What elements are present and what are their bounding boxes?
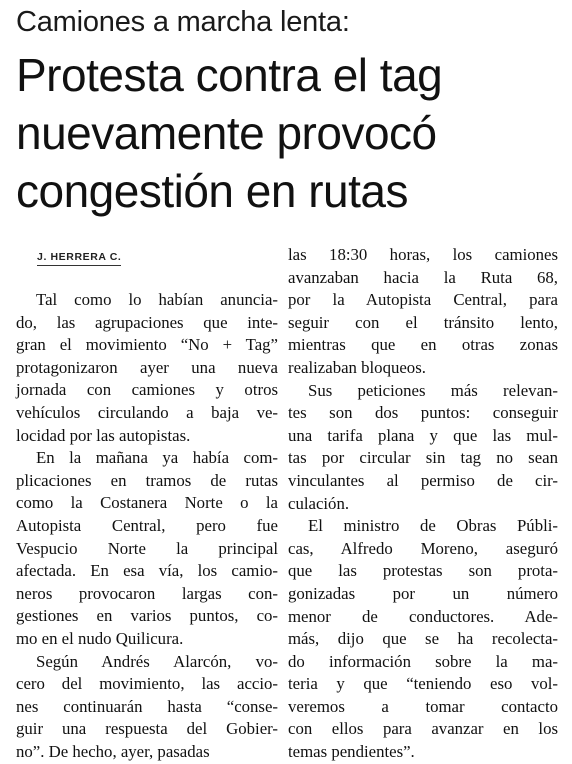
paragraph-line: guir una respuesta del Gobier- (16, 719, 278, 739)
paragraph-line: Autopista Central, pero fue (16, 515, 278, 535)
paragraph-line: no”. De hecho, ayer, pasadas (16, 741, 210, 761)
paragraph-line: plicaciones en tramos de rutas (16, 470, 278, 490)
paragraph-line: las 18:30 horas, los camiones (288, 245, 558, 264)
paragraph-line: seguir con el tránsito lento, (288, 312, 558, 332)
paragraph-line: Según Andrés Alarcón, vo- (36, 651, 278, 671)
paragraph-line: gran el movimiento “No + Tag” (16, 335, 278, 355)
paragraph-line: cero del movimiento, las accio- (16, 674, 278, 694)
paragraph-line: con ellos para avanzar en los (288, 719, 558, 739)
article-headline (16, 46, 572, 220)
paragraph-line: cas, Alfredo Moreno, aseguró (288, 538, 558, 558)
article-paragraph (16, 289, 278, 447)
paragraph-line: vinculantes al permiso de cir- (288, 470, 558, 490)
paragraph-line: locidad por las autopistas. (16, 425, 191, 445)
article-column-right (288, 244, 558, 764)
paragraph-line: Vespucio Norte la principal (16, 538, 278, 558)
paragraph-line: jornada con camiones y otros (16, 380, 278, 400)
paragraph-line: realizaban bloqueos. (288, 357, 426, 377)
paragraph-line: gestiones en varios puntos, co- (16, 606, 278, 626)
article-paragraph (288, 244, 558, 380)
paragraph-line: más, dijo que se ha recolecta- (288, 629, 558, 649)
headline-line: nuevamente provocó (16, 107, 437, 159)
paragraph-line: avanzaban hacia la Ruta 68, (288, 267, 558, 287)
paragraph-line: culación. (288, 493, 350, 513)
article-kicker: Camiones a marcha lenta: (16, 6, 350, 38)
paragraph-line: por la Autopista Central, para (288, 290, 558, 310)
paragraph-line: tas por circular sin tag no sean (288, 448, 558, 468)
headline-line: Protesta contra el tag (16, 49, 443, 101)
paragraph-line: afectada. En esa vía, los camio- (16, 561, 278, 581)
paragraph-line: gonizadas por un número (288, 583, 558, 603)
paragraph-line: vehículos circulando a baja ve- (16, 402, 278, 422)
article-paragraph (16, 447, 278, 650)
paragraph-line: que las protestas son prota- (288, 561, 558, 581)
paragraph-line: do, las agrupaciones que inte- (16, 312, 278, 332)
paragraph-line: protagonizaron ayer una nueva (16, 357, 278, 377)
paragraph-line: Sus peticiones más relevan- (308, 380, 558, 400)
paragraph-line: En la mañana ya había com- (36, 448, 278, 468)
paragraph-line: do información sobre la ma- (288, 651, 558, 671)
paragraph-line: tes son dos puntos: conseguir (288, 403, 558, 423)
article-paragraph (288, 380, 558, 516)
paragraph-line: menor de conductores. Ade- (288, 606, 558, 626)
article-paragraph (16, 651, 278, 764)
paragraph-line: nes continuarán hasta “conse- (16, 696, 278, 716)
paragraph-line: como la Costanera Norte o la (16, 493, 278, 513)
paragraph-line: mo en el nudo Quilicura. (16, 628, 184, 648)
paragraph-line: El ministro de Obras Públi- (308, 516, 558, 536)
paragraph-line: neros provocaron largas con- (16, 583, 278, 603)
article-column-left (16, 289, 278, 763)
paragraph-line: Tal como lo habían anuncia- (36, 290, 278, 309)
paragraph-line: mientras que en otras zonas (288, 335, 558, 355)
headline-line: congestión en rutas (16, 165, 408, 217)
article-paragraph (288, 515, 558, 764)
paragraph-line: teria y que “teniendo eso vol- (288, 674, 558, 694)
paragraph-line: una tarifa plana y que las mul- (288, 425, 558, 445)
paragraph-line: veremos a tomar contacto (288, 696, 558, 716)
paragraph-line: temas pendientes”. (288, 742, 415, 762)
article-byline: J. HERRERA C. (37, 251, 121, 266)
